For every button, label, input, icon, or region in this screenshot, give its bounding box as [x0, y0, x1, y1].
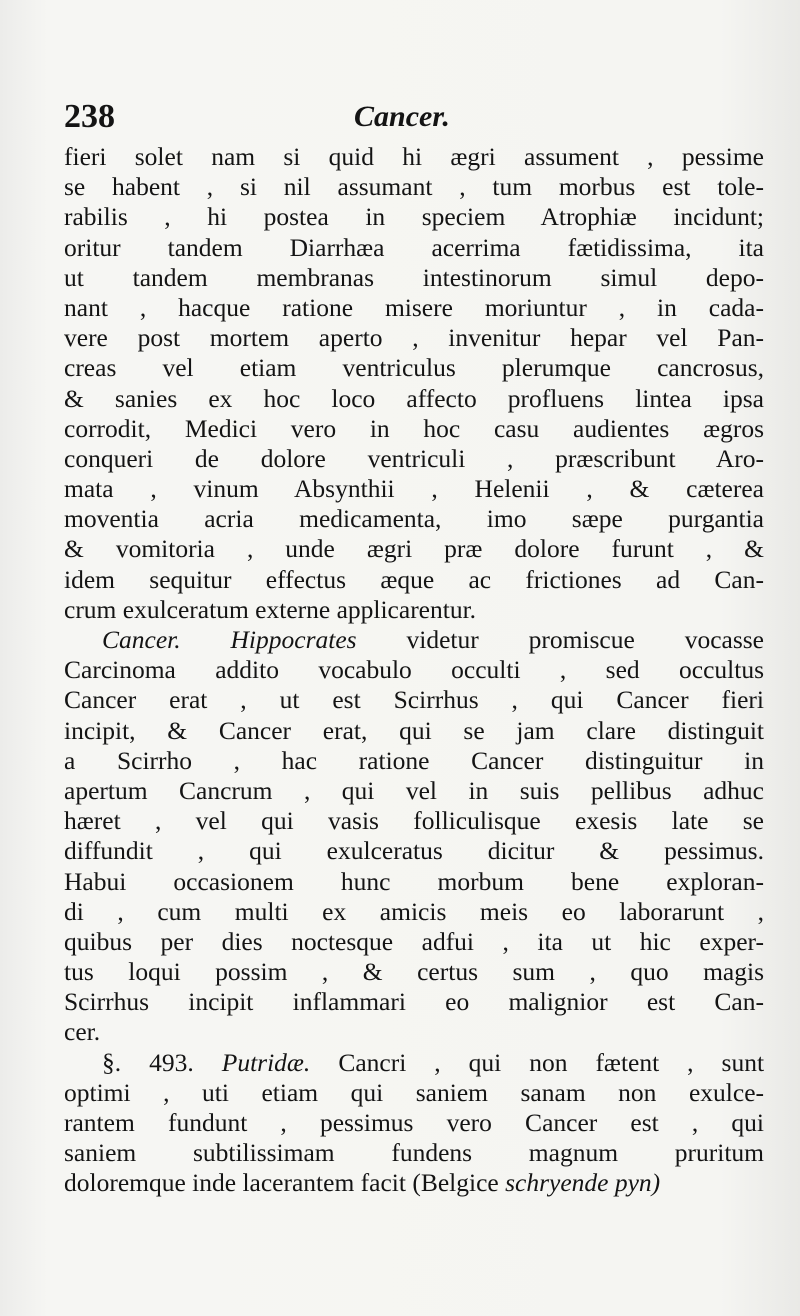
text-line: rantem fundunt , pessimus vero Cancer est , qui [64, 1108, 764, 1137]
text-line: ut tandem membranas intestinorum simul depo- [64, 262, 764, 292]
term-cancer: Cancer. [102, 625, 181, 654]
text-line: cer. [64, 1017, 101, 1047]
text-line: optimi , uti etiam qui saniem sanam non exulce- [64, 1077, 764, 1107]
text-line: vere post mortem aperto , invenitur hepar vel Pan- [64, 323, 764, 353]
section-number: §. 493. [102, 1047, 194, 1077]
text-line: quibus per dies noctesque adfui , ita ut hic exper- [64, 926, 764, 956]
text-line: & vomitoria , unde ægri præ dolore furunt , & [64, 534, 764, 564]
text-line: diffundit , qui exulceratus dicitur & pessimus. [64, 836, 764, 866]
closing-text: doloremque inde lacerantem facit (Belgice [64, 1168, 499, 1198]
text-line: nant , hacque ratione misere moriuntur , in cada- [64, 292, 764, 322]
text-line: di , cum multi ex amicis meis eo laborarunt , [64, 896, 764, 926]
text-line: incipit, & Cancer erat, qui se jam clare distinguit [64, 715, 764, 745]
text-line: a Scirrho , hac ratione Cancer distinguitur in [64, 745, 764, 775]
text-line: oritur tandem Diarrhæa acerrima fætidissima, ita [64, 232, 764, 262]
body-text [64, 142, 764, 1199]
text-line: Habui occasionem hunc morbum bene exploran- [64, 866, 764, 896]
page-header [64, 98, 724, 144]
text-line: rabilis , hi postea in speciem Atrophiæ incidunt; [64, 202, 764, 232]
section-term: Putridæ. [221, 1047, 311, 1077]
text-line: Carcinoma addito vocabulo occulti , sed occultus [64, 655, 764, 685]
text-line: corrodit, Medici vero in hoc casu audientes ægros [64, 413, 764, 443]
text-line: se habent , si nil assumant , tum morbus est tole- [64, 172, 764, 202]
text-line: tus loqui possim , & certus sum , quo magis [64, 957, 764, 987]
opening-text: Cancri , qui non fætent , sunt [338, 1047, 765, 1077]
running-head: Cancer. [354, 100, 450, 133]
text-line: fieri solet nam si quid hi ægri assument , pessime [64, 142, 764, 171]
page-number: 238 [64, 98, 115, 135]
text-line: Scirrhus incipit inflammari eo malignior est Can- [64, 987, 764, 1017]
text-line: hæret , vel qui vasis folliculisque exesis late se [64, 806, 764, 836]
text-line: moventia acria medicamenta, imo sæpe purgantia [64, 504, 764, 534]
text-line: Cancer erat , ut est Scirrhus , qui Cancer fieri [64, 685, 764, 715]
text-line: creas vel etiam ventriculus plerumque cancrosus, [64, 353, 764, 383]
text-line: mata , vinum Absynthii , Helenii , & cæterea [64, 474, 764, 504]
section-opening-line [64, 1048, 764, 1078]
author-name: Hippocrates [230, 625, 357, 654]
text-line: crum exulceratum externe applicarentur. [64, 594, 477, 624]
opening-text: videtur promiscue vocasse [406, 625, 765, 654]
closing-line [64, 1168, 764, 1198]
paragraph-opening-line [64, 625, 764, 655]
text-line: & sanies ex hoc loco affecto profluens lintea ipsa [64, 383, 764, 413]
text-line: idem sequitur effectus æque ac frictiones ad Can- [64, 564, 764, 594]
text-line: saniem subtilissimam fundens magnum pruritum [64, 1138, 764, 1168]
text-line: apertum Cancrum , qui vel in suis pellibus adhuc [64, 775, 764, 805]
text-line: conqueri de dolore ventriculi , præscribunt Aro- [64, 443, 764, 473]
dutch-gloss: schryende pyn) [505, 1168, 661, 1198]
